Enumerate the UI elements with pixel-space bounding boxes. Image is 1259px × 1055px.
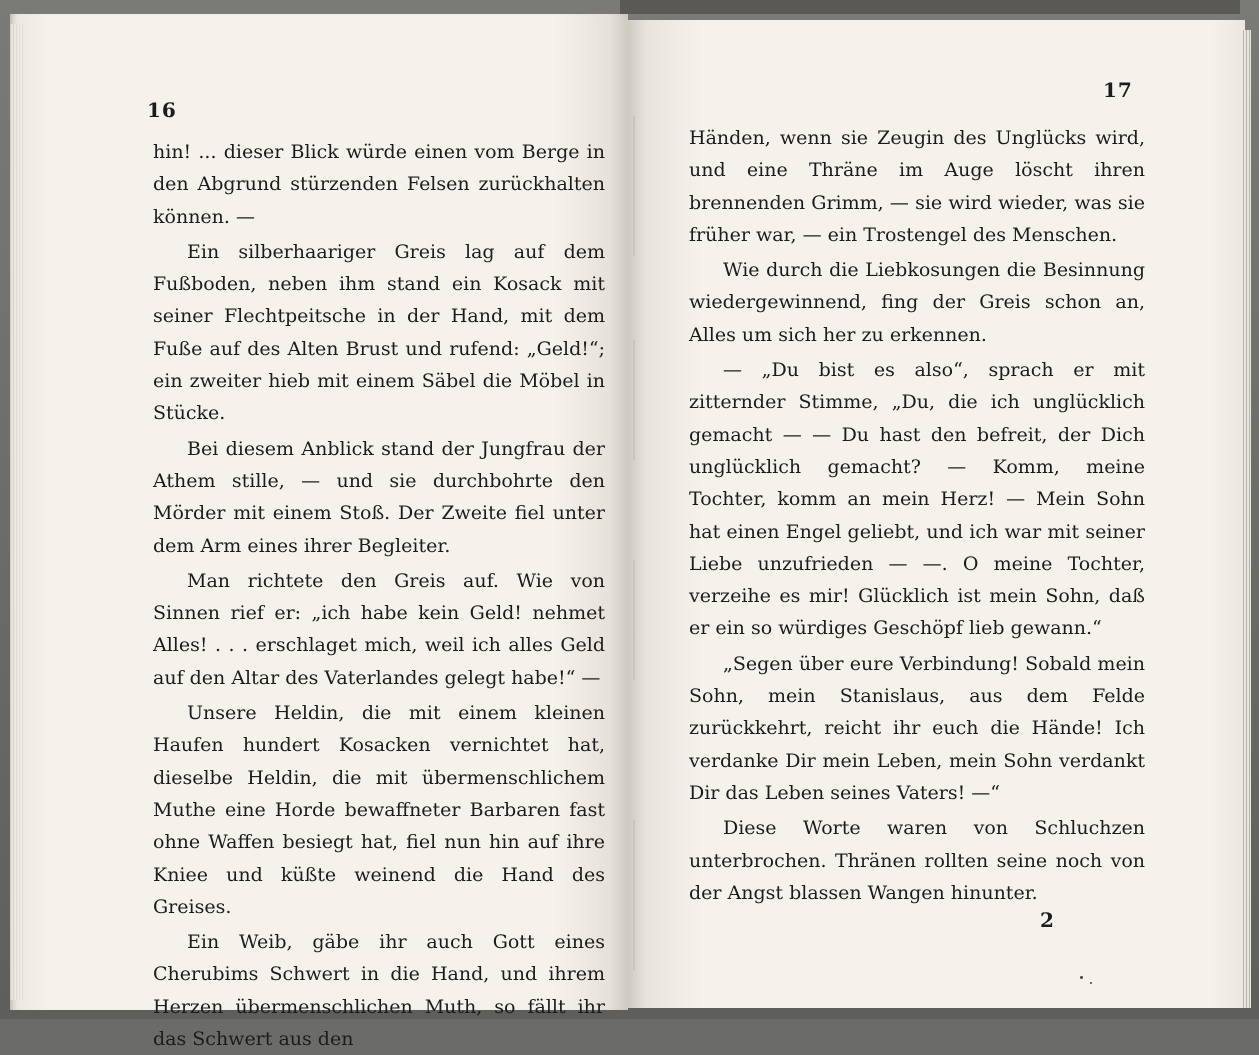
right-text-block — [689, 122, 1145, 909]
page-number-right: 17 — [1103, 78, 1133, 102]
left-text-block — [153, 136, 605, 1055]
paragraph: Ein silberhaariger Greis lag auf dem Fußboden, neben ihm stand ein Kosack mit seiner Flechtpeitsche in der Hand, mit dem Fuße auf des Alten Brust und rufend: „Geld!“; ein zweiter hieb mit einem Säbel die Möbel in Stücke. — [153, 240, 605, 425]
paragraph: hin! ... dieser Blick würde einen vom Berge in den Abgrund stürzenden Felsen zurückhalten können. — — [153, 141, 605, 228]
paper-speck — [1090, 982, 1092, 984]
paragraph: „Segen über eure Verbindung! Sobald mein Sohn, mein Stanislaus, aus dem Felde zurückkehrt, reicht ihr euch die Hände! Ich verdanke Dir mein Leben, mein Sohn verdankt Dir das Leben seines Vaters! —“ — [689, 652, 1145, 804]
binding-thread — [633, 116, 635, 256]
signature-mark: 2 — [1040, 908, 1054, 932]
page-edges — [10, 24, 24, 1000]
page-edges-right — [1243, 30, 1251, 1008]
left-page — [10, 14, 628, 1051]
binding-thread — [633, 560, 635, 680]
paragraph: Man richtete den Greis auf. Wie von Sinnen rief er: „ich habe kein Geld! nehmet Alles! . . . erschlaget mich, weil ich alles Geld auf den Altar des Vaterlandes gelegt habe!“ — — [153, 569, 605, 689]
right-page — [628, 20, 1245, 1008]
paragraph: Ein Weib, gäbe ihr auch Gott eines Cherubims Schwert in die Hand, und ihrem Herzen übermenschlichen Muth, so fällt ihr das Schwert aus den — [153, 931, 605, 1051]
paragraph: Händen, wenn sie Zeugin des Unglücks wird, und eine Thräne im Auge löscht ihren brennenden Grimm, — sie wird wieder, was sie früher war, — ein Trostengel des Menschen. — [689, 127, 1145, 246]
paragraph: Unsere Heldin, die mit einem kleinen Haufen hundert Kosacken vernichtet hat, dieselbe Heldin, die mit übermenschlichem Muthe eine Horde bewaffneter Barbaren fast ohne Waffen besiegt hat, fiel nun hin auf ihre Kniee und küßte weinend die Hand des Greises. — [153, 702, 605, 918]
paragraph: Wie durch die Liebkosungen die Besinnung wiedergewinnend, fing der Greis schon an, Alles um sich her zu erkennen. — [689, 259, 1145, 346]
open-book — [10, 8, 1250, 1051]
paragraph: Bei diesem Anblick stand der Jungfrau der Athem stille, — und sie durchbohrte den Mörder mit einem Stoß. Der Zweite fiel unter dem Arm eines ihrer Begleiter. — [153, 437, 605, 557]
paragraph: Diese Worte waren von Schluchzen unterbrochen. Thränen rollten seine noch von der Angst blassen Wangen hinunter. — [689, 817, 1145, 904]
page-number-left: 16 — [147, 98, 177, 122]
binding-thread — [633, 340, 635, 460]
paper-speck — [1080, 976, 1083, 979]
paragraph: — „Du bist es also“, sprach er mit zitternder Stimme, „Du, die ich unglücklich gemacht — — Du hast den befreit, der Dich unglücklich gemacht? — Komm, meine Tochter, komm an mein Herz! — Mein Sohn hat einen Engel geliebt, und ich war mit seiner Liebe unzufrieden — —. O meine Tochter, verzeihe es mir! Glücklich ist mein Sohn, daß er ein so würdiges Geschöpf lieb gewann.“ — [689, 359, 1145, 640]
binding-thread — [633, 820, 635, 970]
